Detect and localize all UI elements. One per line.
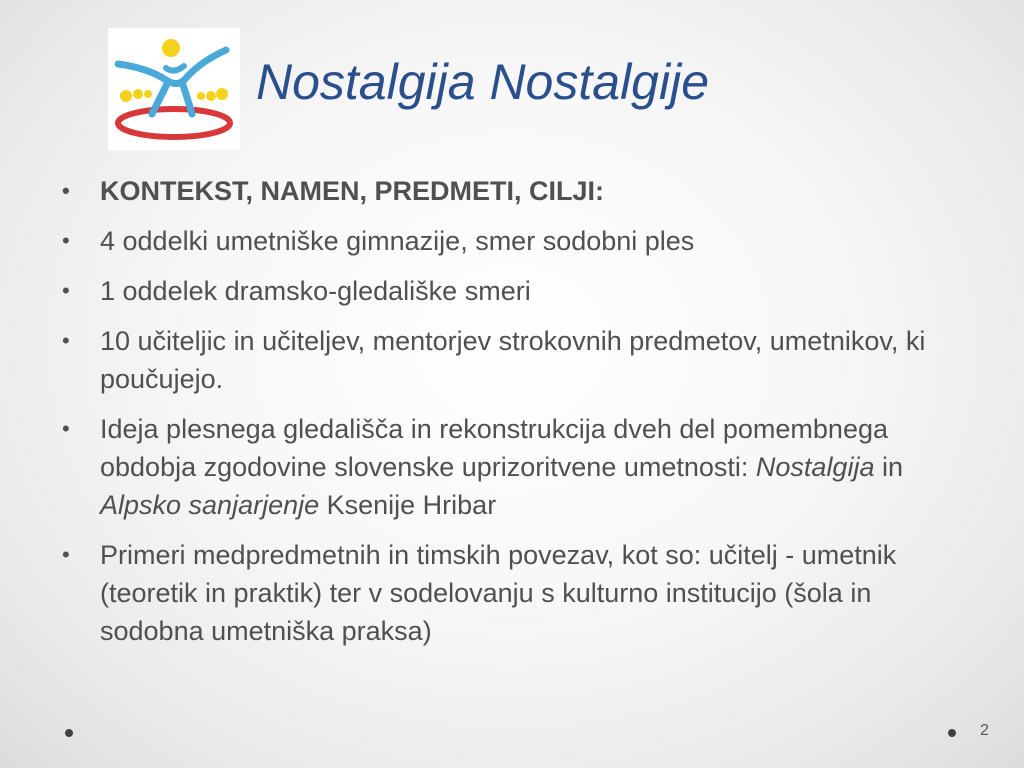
bullet-text: 10 učiteljic in učiteljev, mentorjev strokovnih predmetov, umetnikov, ki poučujejo. bbox=[100, 326, 926, 394]
bullet-marker: • bbox=[62, 416, 70, 441]
bullet-item bbox=[58, 172, 958, 210]
bullet-item bbox=[58, 322, 958, 398]
bullet-item bbox=[58, 222, 958, 260]
bullet-text-italic: Nostalgija bbox=[755, 452, 875, 482]
bullet-marker: • bbox=[62, 178, 70, 203]
logo bbox=[108, 28, 240, 150]
bullet-marker: • bbox=[62, 328, 70, 353]
bullet-item bbox=[58, 272, 958, 310]
bullet-text: 4 oddelki umetniške gimnazije, smer sodobni ples bbox=[100, 226, 695, 256]
bullet-text-part: Ideja plesnega gledališča in rekonstrukcija dveh del pomembnega obdobja zgodovine slovenske uprizoritvene umetnosti: bbox=[100, 414, 888, 482]
bullet-marker: • bbox=[62, 278, 70, 303]
bullet-item bbox=[58, 536, 958, 650]
bullet-text: KONTEKST, NAMEN, PREDMETI, CILJI: bbox=[100, 176, 605, 206]
bullet-marker: • bbox=[62, 228, 70, 253]
bullet-list bbox=[58, 172, 958, 662]
bullet-text-italic: Alpsko sanjarjenje bbox=[100, 490, 320, 520]
footer-dot-right bbox=[948, 729, 956, 737]
bullet-text-part: Ksenije Hribar bbox=[319, 490, 497, 520]
bullet-text-part: in bbox=[874, 452, 903, 482]
slide-title: Nostalgija Nostalgije bbox=[256, 54, 710, 110]
dance-figures-logo-icon bbox=[108, 28, 240, 150]
footer-dot-left bbox=[65, 729, 73, 737]
bullet-text: Primeri medpredmetnih in timskih povezav, kot so: učitelj - umetnik (teoretik in praktik) ter v sodelovanju s kulturno institucijo (šola in sodobna umetniška praksa) bbox=[100, 540, 897, 646]
bullet-text: 1 oddelek dramsko-gledališke smeri bbox=[100, 276, 531, 306]
bullet-marker: • bbox=[62, 542, 70, 567]
bullet-item bbox=[58, 410, 958, 524]
page-number: 2 bbox=[980, 722, 989, 739]
